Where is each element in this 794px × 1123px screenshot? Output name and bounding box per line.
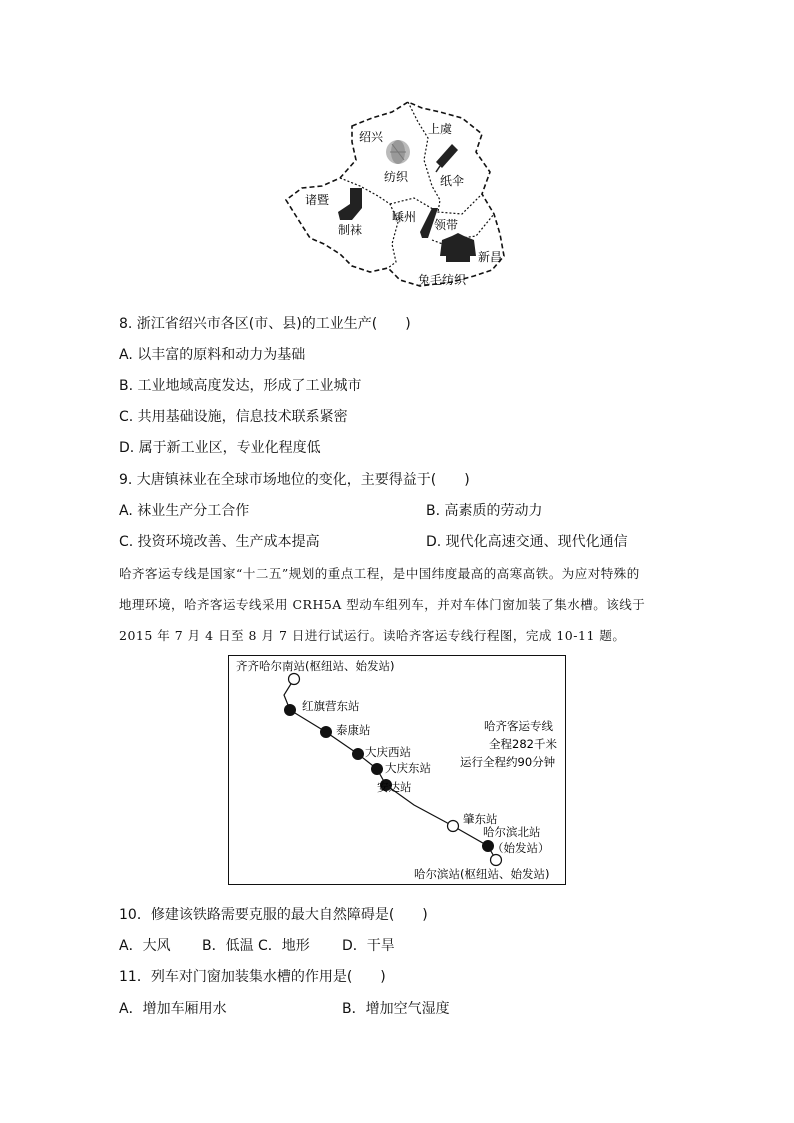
region-label-zhuji: 诸暨 [305,193,330,207]
question-10-option-b: B．低温 [202,938,254,954]
station-marker-qiqihar-south [289,674,300,685]
question-8-stem: 8. 浙江省绍兴市各区(市、县)的工业生产( ) [119,316,411,332]
intro-line-3: 2015 年 7 月 4 日至 8 月 7 日进行试运行。读哈齐客运专线行程图，完成 10-11 题。 [119,628,626,643]
region-label-shengzhou: 嵊州 [392,210,417,224]
station-label-anda: 安达站 [377,780,412,794]
route-info-length: 全程282千米 [489,737,557,751]
question-9-option-a: A. 袜业生产分工合作 [119,503,250,519]
station-label-hongqiying-east: 红旗营东站 [302,699,360,713]
question-8-option-a: A. 以丰富的原料和动力为基础 [119,347,306,363]
question-10-stem: 10．修建该铁路需要克服的最大自然障碍是( ) [119,907,428,923]
station-marker-taikang [320,726,332,738]
region-label-shaoxing: 绍兴 [359,130,384,144]
question-9-option-b: B. 高素质的劳动力 [426,503,543,519]
yarn-spool-icon [386,140,410,164]
question-9-stem: 9. 大唐镇袜业在全球市场地位的变化，主要得益于( ) [119,472,470,488]
route-info-time: 运行全程约90分钟 [460,755,556,769]
question-8-option-d: D. 属于新工业区，专业化程度低 [119,440,321,456]
question-10-option-c: C．地形 [258,938,310,954]
industry-label-socks: 制袜 [338,223,363,237]
region-label-shangyu: 上虞 [428,122,453,136]
station-marker-daqing-west [352,748,364,760]
industry-label-umbrella: 纸伞 [440,174,465,188]
paper-umbrella-icon [436,144,458,172]
station-label-daqing-west: 大庆西站 [365,745,411,759]
question-8-option-c: C. 共用基础设施，信息技术联系紧密 [119,409,348,425]
intro-line-1: 哈齐客运专线是国家“十二五”规划的重点工程，是中国纬度最高的高寒高铁。为应对特殊的 [119,566,640,581]
industry-label-textile: 纺织 [384,170,409,184]
region-label-xinchang: 新昌 [478,250,503,264]
station-label-daqing-east: 大庆东站 [385,761,431,775]
station-marker-daqing-east [371,763,383,775]
harbin-qiqihar-route-map [228,655,566,885]
question-11-option-b: B．增加空气湿度 [342,1001,450,1017]
question-10-option-a: A．大风 [119,938,171,954]
station-marker-zhaodong [448,821,459,832]
question-11-stem: 11．列车对门窗加装集水槽的作用是( ) [119,969,386,985]
station-label-taikang: 泰康站 [336,723,371,737]
sock-icon [338,188,362,220]
question-8-option-b: B. 工业地域高度发达，形成了工业城市 [119,378,362,394]
industry-label-tie: 领带 [434,218,459,232]
question-11-option-a: A．增加车厢用水 [119,1001,227,1017]
route-info-name: 哈齐客运专线 [484,719,553,733]
station-label-harbin-north: 哈尔滨北站 [483,825,541,839]
industry-label-rabbit-wool: 兔毛纺织 [418,273,467,287]
question-9-option-c: C. 投资环境改善、生产成本提高 [119,534,320,550]
question-9-option-d: D. 现代化高速交通、现代化通信 [426,534,628,550]
station-label-qiqihar-south: 齐齐哈尔南站(枢纽站、始发站) [236,659,395,673]
station-label-harbin: 哈尔滨站(枢纽站、始发站) [414,867,550,881]
station-marker-hongqiying-east [284,704,296,716]
station-label-harbin-north-sub: （始发站） [492,841,550,855]
shaoxing-industry-map [280,95,515,295]
station-label-zhaodong: 肇东站 [463,812,498,826]
map-inner-boundary-1 [408,102,440,212]
intro-line-2: 地理环境，哈齐客运专线采用 CRH5A 型动车组列车，并对车体门窗加装了集水槽。该线于 [119,597,646,612]
question-10-option-d: D．干旱 [342,938,395,954]
station-marker-harbin [491,855,502,866]
